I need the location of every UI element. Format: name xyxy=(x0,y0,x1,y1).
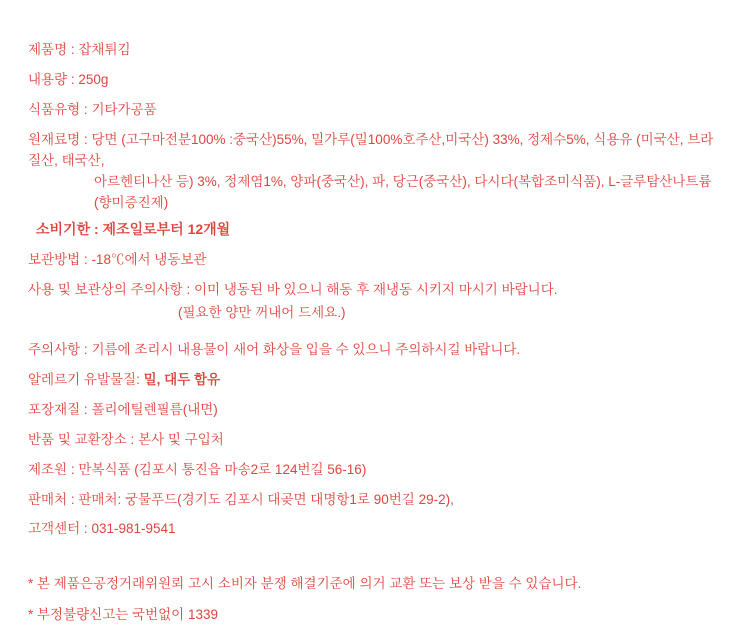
caution-value: 기름에 조리시 내용물이 새어 화상을 입을 수 있으니 주의하시길 바랍니다. xyxy=(91,341,521,357)
caution-row xyxy=(28,340,722,361)
customer-center-label: 고객센터 : xyxy=(28,521,88,537)
product-name-row xyxy=(28,40,722,61)
return-label: 반품 및 교환장소 : xyxy=(28,431,135,447)
expiry-value: 제조일로부터 12개월 xyxy=(102,221,231,238)
food-type-value: 기타가공품 xyxy=(91,101,157,117)
expiry-label: 소비기한 : xyxy=(36,221,99,238)
footnote-1: * 본 제품은공정거래위원뢰 고시 소비자 분쟁 해결기준에 의거 교환 또는 보상 받을 수 있습니다. xyxy=(28,576,582,592)
volume-value: 250g xyxy=(78,71,109,87)
allergy-label: 알레르기 유발물질: xyxy=(28,371,140,387)
allergy-value: 밀, 대두 함유 xyxy=(143,371,221,387)
food-type-row xyxy=(28,100,722,121)
footnotes xyxy=(28,574,722,626)
ingredients-label: 원재료명 : xyxy=(28,131,88,147)
packaging-row xyxy=(28,400,722,421)
packaging-label: 포장재질 : xyxy=(28,401,88,417)
food-type-label: 식품유형 : xyxy=(28,101,88,117)
usage-note: (필요한 양만 꺼내어 드세요.) xyxy=(178,304,346,320)
seller-row xyxy=(28,490,722,511)
product-name-value: 잡채튀김 xyxy=(78,42,131,57)
ingredients-line-2: 아르헨티나산 등) 3%, 정제염1%, 양파(중국산), 파, 당근(중국산), 다시다(복합조미식품), L-글루탐산나트륨 (향미증진제) xyxy=(94,173,712,210)
manufacturer-label: 제조원 : xyxy=(28,461,75,477)
spacer-1 xyxy=(28,330,722,340)
ingredients-line-1: 당면 (고구마전분100% :중국산)55%, 밀가루(밀100%호주산,미국산) 33%, 정제수5%, 식용유 (미국산, 브라질산, 태국산, xyxy=(28,131,714,168)
usage-label: 사용 및 보관상의 주의사항 : xyxy=(28,282,191,298)
return-row xyxy=(28,430,722,451)
volume-row xyxy=(28,70,722,91)
packaging-value: 폴리에틸렌필름(내면) xyxy=(91,401,218,417)
volume-label: 내용량 : xyxy=(28,71,75,87)
storage-row xyxy=(28,250,722,271)
allergy-row xyxy=(28,370,722,391)
seller-label: 판매처 : xyxy=(28,491,75,507)
manufacturer-row xyxy=(28,460,722,481)
caution-label: 주의사항 : xyxy=(28,341,88,357)
expiry-row xyxy=(28,219,722,241)
product-name-label: 제품명 : xyxy=(28,42,75,57)
customer-center-value: 031-981-9541 xyxy=(91,521,176,537)
return-value: 본사 및 구입처 xyxy=(138,431,224,447)
seller-value: 판매처: 궁물푸드(경기도 김포시 대곶면 대명항1로 90번길 29-2), xyxy=(78,491,454,507)
manufacturer-value: 만복식품 (김포시 통진읍 마송2로 124번길 56-16) xyxy=(78,461,367,477)
customer-center-row xyxy=(28,519,722,540)
footnote-2: * 부정불량신고는 국번없이 1339 xyxy=(28,607,218,623)
storage-label: 보관방법 : xyxy=(28,252,88,268)
usage-value: 이미 냉동된 바 있으니 해동 후 재냉동 시키지 마시기 바랍니다. xyxy=(193,282,558,298)
storage-value: -18℃에서 냉동보관 xyxy=(91,252,207,268)
usage-row xyxy=(28,280,722,324)
ingredients-row xyxy=(28,130,722,214)
